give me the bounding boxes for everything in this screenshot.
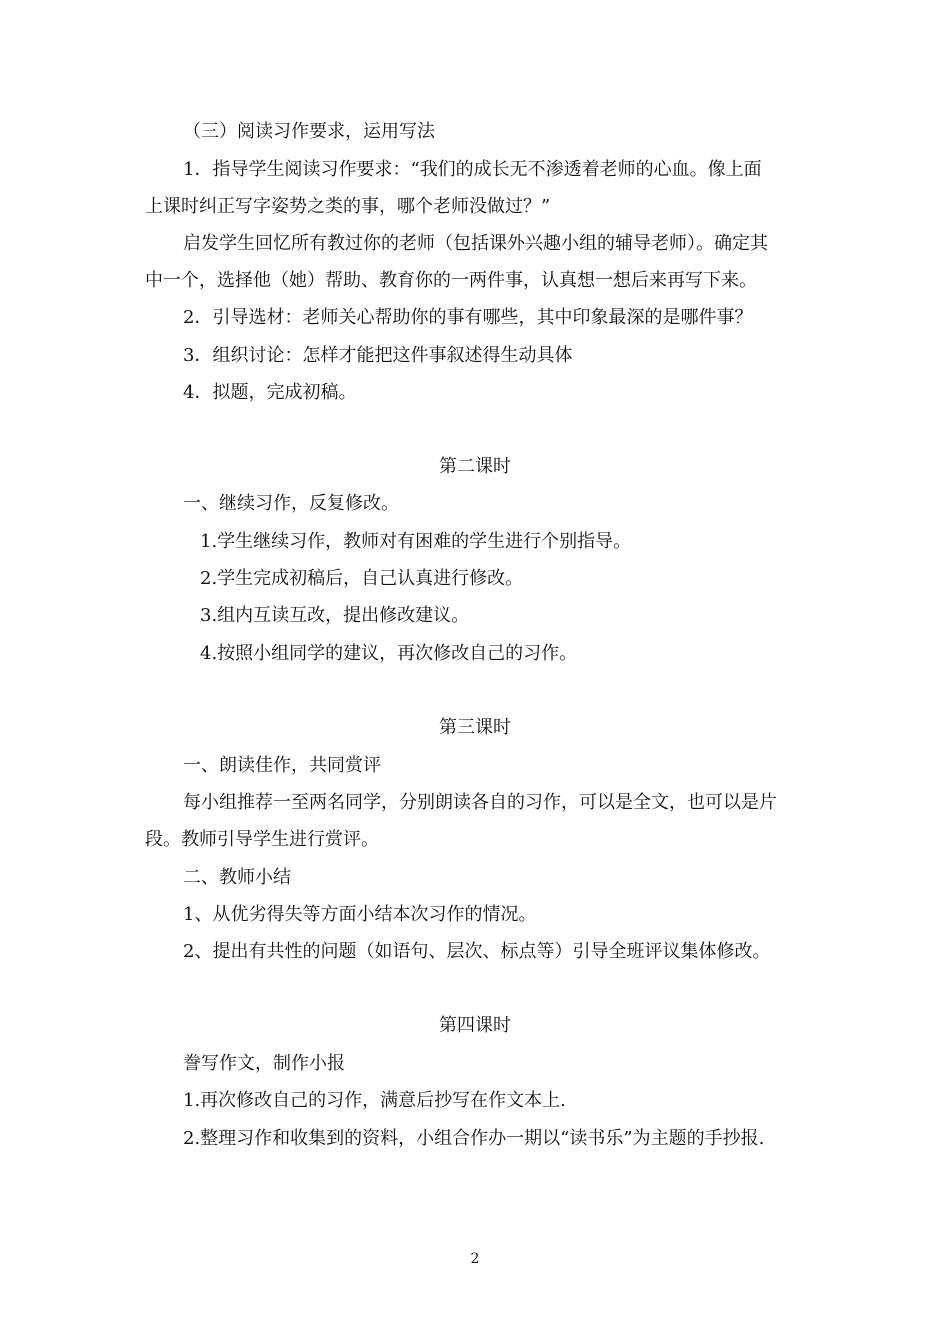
list-item: 2.学生完成初稿后，自己认真进行修改。 xyxy=(200,568,524,589)
paragraph-line: 段。教师引导学生进行赏评。 xyxy=(145,829,379,850)
paragraph-line: 1．指导学生阅读习作要求：“我们的成长无不渗透着老师的心血。像上面 xyxy=(183,159,762,180)
section-subtitle: 一、朗读佳作，共同赏评 xyxy=(183,755,381,776)
list-item: 1.再次修改自己的习作，满意后抄写在作文本上. xyxy=(183,1090,566,1111)
list-item: 2.整理习作和收集到的资料，小组合作办一期以“读书乐”为主题的手抄报. xyxy=(183,1128,765,1149)
lesson-heading: 第三课时 xyxy=(439,717,511,738)
paragraph-line: 每小组推荐一至两名同学，分别朗读各自的习作，可以是全文，也可以是片 xyxy=(183,792,777,813)
paragraph-line: 启发学生回忆所有教过你的老师（包括课外兴趣小组的辅导老师）。确定其 xyxy=(183,233,768,254)
section-subtitle: 一、继续习作，反复修改。 xyxy=(183,493,399,514)
lesson-heading: 第四课时 xyxy=(439,1015,511,1036)
list-item: 2．引导选材：老师关心帮助你的事有哪些，其中印象最深的是哪件事？ xyxy=(183,307,753,328)
list-item: 3.组内互读互改，提出修改建议。 xyxy=(200,605,470,626)
lesson-heading: 第二课时 xyxy=(439,456,511,477)
section-subtitle: 誊写作文，制作小报 xyxy=(183,1053,345,1074)
list-item: 4．拟题，完成初稿。 xyxy=(183,382,357,403)
list-item: 1、从优劣得失等方面小结本次习作的情况。 xyxy=(183,904,537,925)
page-number: 2 xyxy=(470,1251,480,1267)
list-item: 4.按照小组同学的建议，再次修改自己的习作。 xyxy=(200,643,578,664)
paragraph-line: 上课时纠正写字姿势之类的事，哪个老师没做过？” xyxy=(145,196,551,217)
section-subtitle: 二、教师小结 xyxy=(183,867,291,888)
list-item: 1.学生继续习作，教师对有困难的学生进行个别指导。 xyxy=(200,531,632,552)
paragraph-line: 中一个，选择他（她）帮助、教育你的一两件事，认真想一想后来再写下来。 xyxy=(145,270,757,291)
section-title: （三）阅读习作要求，运用写法 xyxy=(183,121,435,142)
list-item: 3．组织讨论：怎样才能把这件事叙述得生动具体 xyxy=(183,345,573,366)
list-item: 2、提出有共性的问题（如语句、层次、标点等）引导全班评议集体修改。 xyxy=(183,941,771,962)
